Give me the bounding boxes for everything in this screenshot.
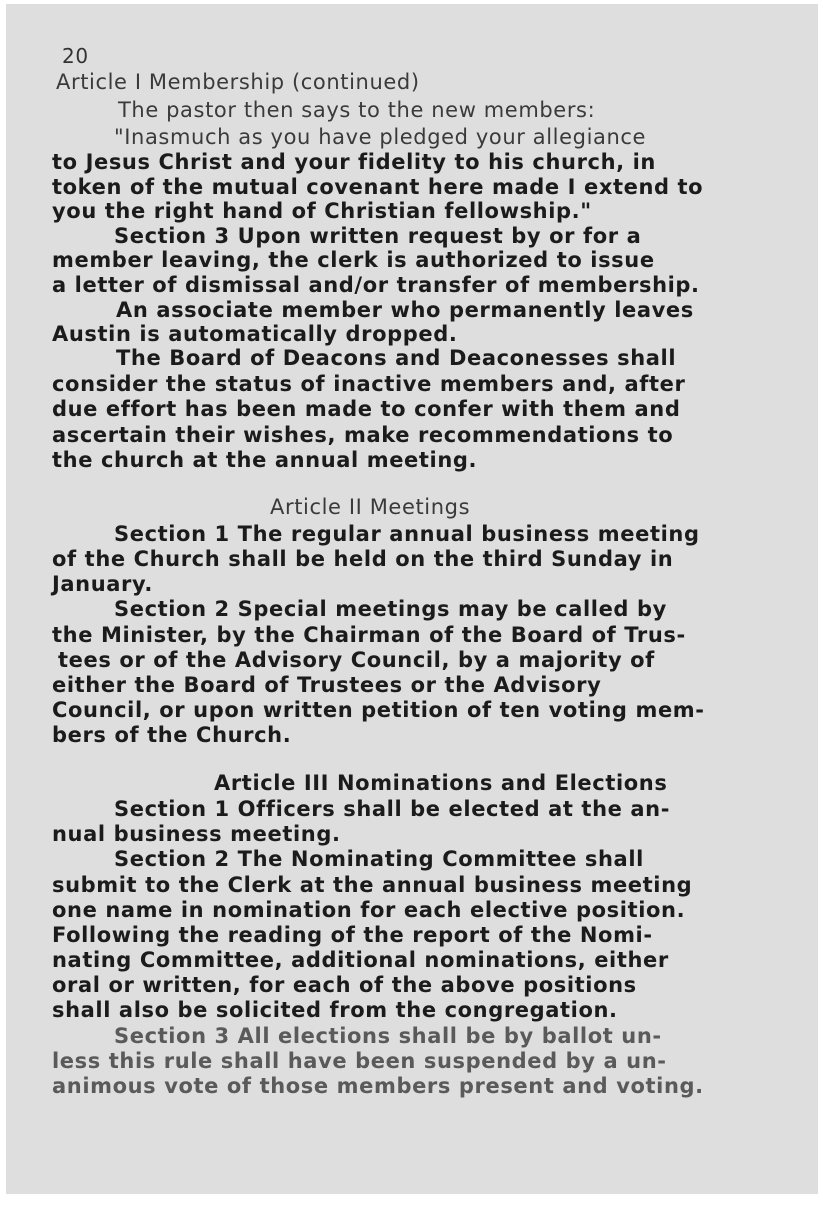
text-line: nating Committee, additional nominations, either <box>52 948 669 972</box>
page-edge <box>818 0 823 1205</box>
text-line: animous vote of those members present and voting. <box>52 1074 704 1098</box>
text-line: the church at the annual meeting. <box>52 448 478 472</box>
text-line: Article II Meetings <box>270 495 471 519</box>
text-line: Article III Nominations and Elections <box>214 771 668 795</box>
text-line: tees or of the Advisory Council, by a majority of <box>58 648 655 672</box>
text-line: January. <box>52 572 153 596</box>
text-line: Following the reading of the report of the Nomi- <box>52 923 653 947</box>
text-line: Section 2 Special meetings may be called by <box>114 597 667 621</box>
text-line: The Board of Deacons and Deaconesses shall <box>116 346 677 370</box>
text-line: one name in nomination for each elective position. <box>52 898 686 922</box>
text-line: consider the status of inactive members and, after <box>52 372 686 396</box>
text-line: Article I Membership (continued) <box>56 70 420 94</box>
text-line: the Minister, by the Chairman of the Board of Trus- <box>52 623 686 647</box>
text-line: member leaving, the clerk is authorized to issue <box>52 248 655 272</box>
text-line: Section 2 The Nominating Committee shall <box>114 847 644 871</box>
text-line: either the Board of Trustees or the Advisory <box>52 673 602 697</box>
text-line: Section 3 All elections shall be by ballot un- <box>114 1024 662 1048</box>
page-number: 20 <box>62 44 89 68</box>
text-line: of the Church shall be held on the third Sunday in <box>52 547 674 571</box>
text-line: less this rule shall have been suspended by a un- <box>52 1049 667 1073</box>
text-line: submit to the Clerk at the annual business meeting <box>52 873 693 897</box>
text-line: oral or written, for each of the above positions <box>52 973 637 997</box>
text-line: bers of the Church. <box>52 723 292 747</box>
text-line: nual business meeting. <box>52 822 341 846</box>
text-line: Council, or upon written petition of ten voting mem- <box>52 698 705 722</box>
text-line: token of the mutual covenant here made I extend to <box>52 175 704 199</box>
text-line: "Inasmuch as you have pledged your allegiance <box>114 125 647 149</box>
text-line: Austin is automatically dropped. <box>52 322 458 346</box>
text-line: Section 1 Officers shall be elected at the an- <box>114 797 671 821</box>
text-line: to Jesus Christ and your fidelity to his church, in <box>52 150 656 174</box>
text-line: shall also be solicited from the congregation. <box>52 998 618 1022</box>
text-line: An associate member who permanently leaves <box>116 298 694 322</box>
text-line: ascertain their wishes, make recommendations to <box>52 423 674 447</box>
text-line: Section 1 The regular annual business meeting <box>114 522 700 546</box>
text-line: you the right hand of Christian fellowship." <box>52 199 592 223</box>
text-line: a letter of dismissal and/or transfer of membership. <box>52 273 700 297</box>
text-line: The pastor then says to the new members: <box>118 98 596 122</box>
text-line: due effort has been made to confer with them and <box>52 397 681 421</box>
text-line: Section 3 Upon written request by or for a <box>114 224 642 248</box>
